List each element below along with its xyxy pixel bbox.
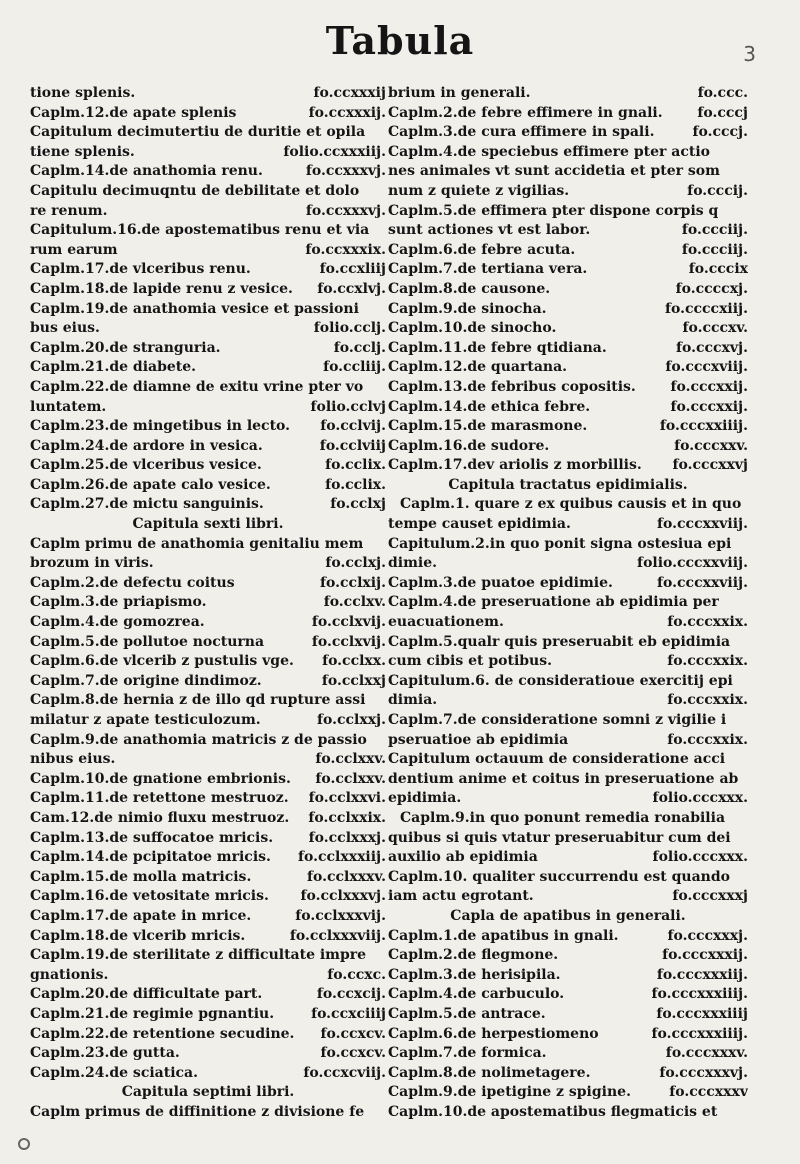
folio-reference: folio.cccxxx. bbox=[652, 790, 748, 807]
index-entry bbox=[388, 985, 748, 1005]
folio-reference: fo.cccxxix. bbox=[667, 614, 748, 631]
entry-text: Caplm.17.de apate in mrice. bbox=[30, 907, 252, 924]
entry-text: Caplm.18.de lapide renu z vesice. bbox=[30, 280, 293, 297]
entry-text: Caplm.14.de anathomia renu. bbox=[30, 163, 263, 180]
index-entry bbox=[30, 652, 386, 672]
entry-text: Caplm.2.de febre effimere in gnali. bbox=[388, 104, 663, 121]
index-entry bbox=[30, 495, 386, 515]
folio-reference: fo.cccxxv. bbox=[674, 437, 748, 454]
index-entry bbox=[30, 574, 386, 594]
index-entry bbox=[30, 633, 386, 653]
entry-text: Caplm.22.de retentione secudine. bbox=[30, 1025, 295, 1042]
folio-number: 3 bbox=[743, 42, 756, 66]
index-entry bbox=[30, 731, 386, 751]
folio-reference: fo.cclxvij. bbox=[311, 614, 386, 631]
index-entry bbox=[388, 887, 748, 907]
folio-reference: fo.ccxciiij bbox=[311, 1005, 386, 1022]
entry-text: Caplm.4.de gomozrea. bbox=[30, 614, 205, 631]
index-entry bbox=[30, 476, 386, 496]
entry-text: Caplm.10.de sinocho. bbox=[388, 320, 557, 337]
index-entry bbox=[30, 104, 386, 124]
index-entry bbox=[30, 456, 386, 476]
index-entry bbox=[30, 750, 386, 770]
entry-text: Caplm.5.de antrace. bbox=[388, 1005, 546, 1022]
entry-text: Caplm.3.de herisipila. bbox=[388, 966, 561, 983]
index-entry bbox=[388, 868, 748, 888]
index-entry bbox=[388, 554, 748, 574]
entry-text: Caplm.11.de retettone mestruoz. bbox=[30, 790, 289, 807]
entry-text: nes animales vt sunt accidetia et pter som bbox=[388, 163, 720, 180]
folio-reference: fo.cccxxix. bbox=[667, 731, 748, 748]
entry-text: Capitulu decimuqntu de debilitate et dolo bbox=[30, 182, 360, 199]
section-heading bbox=[388, 907, 748, 927]
entry-text: num z quiete z vigilias. bbox=[388, 182, 570, 199]
folio-reference: fo.cccxxxj bbox=[672, 888, 748, 905]
entry-text: Caplm.7.de formica. bbox=[388, 1045, 547, 1062]
entry-text: Caplm.24.de sciatica. bbox=[30, 1064, 198, 1081]
entry-text: Capitulum.6. de consideratioue exercitij epi bbox=[388, 672, 733, 689]
entry-text: iam actu egrotant. bbox=[388, 888, 534, 905]
entry-text: Caplm.6.de vlcerib z pustulis vge. bbox=[30, 653, 294, 670]
entry-text: Caplm.17.dev ariolis z morbillis. bbox=[388, 457, 642, 474]
index-entry bbox=[30, 162, 386, 182]
folio-reference: fo.ccxcv. bbox=[320, 1045, 386, 1062]
entry-text: tempe causet epidimia. bbox=[388, 516, 571, 533]
entry-text: Caplm.8.de nolimetagere. bbox=[388, 1064, 591, 1081]
binding-hole-mark bbox=[18, 1138, 30, 1150]
index-entry bbox=[30, 221, 386, 241]
index-entry bbox=[30, 339, 386, 359]
entry-text: Caplm.27.de mictu sanguinis. bbox=[30, 496, 264, 513]
index-entry bbox=[30, 143, 386, 163]
entry-text: Caplm.5.qualr quis preseruabit eb epidimia bbox=[388, 633, 731, 650]
index-entry bbox=[388, 495, 748, 515]
entry-text: Caplm.19.de anathomia vesice et passioni bbox=[30, 300, 359, 317]
entry-text: Capitulum.16.de apostematibus renu et via bbox=[30, 222, 370, 239]
index-entry bbox=[30, 985, 386, 1005]
index-entry bbox=[30, 829, 386, 849]
index-entry bbox=[30, 300, 386, 320]
index-entry bbox=[30, 417, 386, 437]
folio-reference: fo.cccxxix. bbox=[667, 692, 748, 709]
folio-reference: fo.cclxxix. bbox=[308, 809, 386, 826]
folio-reference: fo.ccxcviij. bbox=[303, 1064, 386, 1081]
folio-reference: fo.ccciij. bbox=[681, 241, 748, 258]
page-title: Tabula bbox=[325, 18, 475, 63]
index-entry bbox=[388, 1064, 748, 1084]
folio-reference: fo.ccxc. bbox=[327, 966, 386, 983]
index-entry bbox=[388, 1044, 748, 1064]
index-entry bbox=[388, 280, 748, 300]
index-entry bbox=[388, 848, 748, 868]
index-entry bbox=[388, 398, 748, 418]
entry-text: Caplm.1. quare z ex quibus causis et in quo bbox=[400, 496, 742, 513]
index-entry bbox=[388, 770, 748, 790]
entry-text: Caplm.7.de tertiana vera. bbox=[388, 261, 588, 278]
folio-reference: fo.ccciij. bbox=[681, 222, 748, 239]
folio-reference: fo.ccxliij bbox=[319, 261, 386, 278]
index-entry bbox=[30, 672, 386, 692]
entry-text: Caplm.21.de diabete. bbox=[30, 359, 197, 376]
index-entry bbox=[30, 848, 386, 868]
folio-reference: fo.cccxviij. bbox=[665, 359, 748, 376]
entry-text: pseruatioe ab epidimia bbox=[388, 731, 569, 748]
entry-text: Caplm.17.de vlceribus renu. bbox=[30, 261, 251, 278]
folio-reference: fo.cccxxviij. bbox=[657, 516, 748, 533]
index-entry bbox=[388, 339, 748, 359]
folio-reference: fo.cccj. bbox=[692, 124, 748, 141]
folio-reference: fo.cclix. bbox=[325, 457, 386, 474]
entry-text: Capitulum decimutertiu de duritie et opila bbox=[30, 124, 366, 141]
section-heading bbox=[30, 515, 386, 535]
index-entry bbox=[388, 535, 748, 555]
entry-text: Caplm.16.de vetositate mricis. bbox=[30, 888, 269, 905]
index-entry bbox=[30, 613, 386, 633]
entry-text: Caplm.2.de defectu coitus bbox=[30, 574, 235, 591]
folio-reference: fo.cccxxxj. bbox=[667, 927, 748, 944]
entry-text: Caplm primus de diffinitione z divisione fe bbox=[30, 1103, 365, 1120]
folio-reference: fo.cclxxxj. bbox=[308, 829, 386, 846]
entry-text: Caplm.6.de febre acuta. bbox=[388, 241, 576, 258]
entry-text: Caplm.24.de ardore in vesica. bbox=[30, 437, 263, 454]
entry-text: Caplm.12.de apate splenis bbox=[30, 104, 237, 121]
index-entry bbox=[30, 1064, 386, 1084]
entry-text: Caplm.9.de sinocha. bbox=[388, 300, 547, 317]
entry-text: Caplm.13.de febribus copositis. bbox=[388, 378, 636, 395]
entry-text: Caplm.25.de vlceribus vesice. bbox=[30, 457, 262, 474]
index-entry bbox=[388, 162, 748, 182]
index-entry bbox=[388, 358, 748, 378]
folio-reference: fo.cclxj. bbox=[325, 555, 386, 572]
index-entry bbox=[388, 123, 748, 143]
index-entry bbox=[388, 202, 748, 222]
folio-reference: fo.ccxlvj. bbox=[317, 280, 386, 297]
entry-text: epidimia. bbox=[388, 790, 462, 807]
entry-text: Caplm.9.de ipetigine z spigine. bbox=[388, 1084, 631, 1101]
index-entry bbox=[30, 280, 386, 300]
index-entry bbox=[30, 1005, 386, 1025]
entry-text: bus eius. bbox=[30, 320, 100, 337]
entry-text: Caplm.8.de causone. bbox=[388, 280, 551, 297]
entry-text: gnationis. bbox=[30, 966, 109, 983]
entry-text: Caplm.7.de consideratione somni z vigilie i bbox=[388, 712, 727, 728]
folio-reference: fo.cccxv. bbox=[682, 320, 748, 337]
folio-reference: fo.ccxcij. bbox=[316, 986, 386, 1003]
index-entry bbox=[30, 770, 386, 790]
index-entry bbox=[388, 437, 748, 457]
index-entry bbox=[388, 417, 748, 437]
folio-reference: fo.cccxxviij. bbox=[657, 574, 748, 591]
entry-text: Capitulum.2.in quo ponit signa ostesiua epi bbox=[388, 535, 732, 552]
entry-text: Capitula sexti libri. bbox=[132, 516, 284, 533]
index-entry bbox=[30, 809, 386, 829]
index-entry bbox=[30, 711, 386, 731]
folio-reference: fo.ccliij. bbox=[323, 359, 386, 376]
index-entry bbox=[388, 221, 748, 241]
index-entry bbox=[388, 1005, 748, 1025]
folio-reference: fo.cclxxj. bbox=[317, 712, 386, 728]
folio-reference: fo.cclxvij. bbox=[311, 633, 386, 650]
index-entry bbox=[30, 535, 386, 555]
folio-reference: fo.ccxxxvj. bbox=[305, 202, 386, 219]
folio-reference: fo.cccj bbox=[697, 104, 748, 121]
folio-reference: fo.cclxxxiij. bbox=[298, 849, 386, 866]
index-entry bbox=[30, 1025, 386, 1045]
index-entry bbox=[30, 554, 386, 574]
folio-reference: fo.cccxxix. bbox=[667, 653, 748, 670]
folio-reference: fo.cccix bbox=[688, 261, 748, 278]
index-entry bbox=[30, 1044, 386, 1064]
index-entry bbox=[388, 593, 748, 613]
folio-reference: fo.cclxxv. bbox=[315, 751, 386, 768]
index-entry bbox=[30, 691, 386, 711]
folio-reference: folio.cclvj bbox=[310, 398, 386, 415]
index-entry bbox=[388, 613, 748, 633]
folio-reference: fo.ccxxxix. bbox=[305, 241, 386, 258]
folio-reference: fo.cccxxxv bbox=[669, 1084, 748, 1101]
index-entry bbox=[388, 84, 748, 104]
folio-reference: fo.ccxcv. bbox=[320, 1025, 386, 1042]
entry-text: Caplm.4.de preseruatione ab epidimia per bbox=[388, 594, 719, 611]
folio-reference: fo.ccxxxij bbox=[313, 85, 386, 101]
entry-text: Caplm.9.de anathomia matricis z de passio bbox=[30, 731, 367, 748]
entry-text: brium in generali. bbox=[388, 85, 531, 101]
folio-reference: fo.cclj. bbox=[333, 339, 386, 356]
folio-reference: fo.cccxxxij. bbox=[662, 947, 748, 964]
entry-text: brozum in viris. bbox=[30, 555, 154, 572]
index-entry bbox=[388, 691, 748, 711]
index-entry bbox=[388, 750, 748, 770]
entry-text: Caplm.26.de apate calo vesice. bbox=[30, 476, 271, 493]
folio-reference: fo.cccxxxiiij. bbox=[651, 986, 748, 1003]
section-heading bbox=[30, 1083, 386, 1103]
index-entry bbox=[388, 789, 748, 809]
index-entry bbox=[30, 789, 386, 809]
folio-reference: folio.cccxxx. bbox=[652, 849, 748, 866]
index-entry bbox=[388, 927, 748, 947]
folio-reference: fo.cccxxxiiij bbox=[656, 1005, 748, 1022]
entry-text: dentium anime et coitus in preseruatione ab bbox=[388, 770, 739, 787]
entry-text: sunt actiones vt est labor. bbox=[388, 222, 591, 239]
entry-text: Caplm.8.de hernia z de illo qd rupture assi bbox=[30, 692, 366, 709]
index-entry bbox=[30, 907, 386, 927]
entry-text: Caplm.10.de gnatione embrionis. bbox=[30, 770, 291, 787]
index-entry bbox=[388, 378, 748, 398]
entry-text: Capla de apatibus in generali. bbox=[450, 907, 686, 924]
folio-reference: fo.cclvij. bbox=[320, 418, 386, 435]
index-entry bbox=[388, 946, 748, 966]
folio-reference: fo.ccxxxvj. bbox=[305, 163, 386, 180]
folio-reference: fo.cccxxij. bbox=[670, 378, 748, 395]
entry-text: Caplm.16.de sudore. bbox=[388, 437, 550, 454]
index-entry bbox=[388, 652, 748, 672]
index-entry bbox=[388, 143, 748, 163]
entry-text: Caplm.6.de herpestiomeno bbox=[388, 1025, 599, 1042]
entry-text: Caplm.20.de stranguria. bbox=[30, 339, 221, 356]
index-entry bbox=[388, 182, 748, 202]
entry-text: Caplm.15.de marasmone. bbox=[388, 418, 588, 435]
entry-text: cum cibis et potibus. bbox=[388, 653, 552, 670]
entry-text: euacuationem. bbox=[388, 614, 504, 631]
entry-text: auxilio ab epidimia bbox=[388, 849, 538, 866]
entry-text: Caplm.10. qualiter succurrendu est quando bbox=[388, 868, 730, 885]
folio-reference: folio.cccxxviij. bbox=[637, 555, 748, 572]
index-entry bbox=[30, 398, 386, 418]
folio-reference: fo.ccxxxij. bbox=[308, 104, 386, 121]
folio-reference: fo.cccxxxvj. bbox=[659, 1064, 748, 1081]
entry-text: tione splenis. bbox=[30, 85, 136, 101]
folio-reference: fo.cccxxvj bbox=[672, 457, 748, 474]
entry-text: Caplm.23.de gutta. bbox=[30, 1045, 180, 1062]
index-entry bbox=[388, 456, 748, 476]
index-entry bbox=[388, 574, 748, 594]
entry-text: Caplm.14.de pcipitatoe mricis. bbox=[30, 849, 271, 866]
entry-text: dimia. bbox=[388, 692, 438, 709]
folio-reference: fo.cclix. bbox=[325, 476, 386, 493]
entry-text: Capitula tractatus epidimialis. bbox=[448, 476, 688, 493]
entry-text: Caplm.20.de difficultate part. bbox=[30, 986, 263, 1003]
entry-text: Caplm.7.de origine dindimoz. bbox=[30, 672, 262, 689]
index-entry bbox=[30, 123, 386, 143]
index-entry bbox=[388, 1083, 748, 1103]
folio-reference: folio.cclj. bbox=[313, 320, 386, 337]
entry-text: Caplm.4.de carbuculo. bbox=[388, 986, 565, 1003]
left-column bbox=[30, 84, 386, 1122]
entry-text: Caplm.13.de suffocatoe mricis. bbox=[30, 829, 274, 846]
entry-text: Cam.12.de nimio fluxu mestruoz. bbox=[30, 809, 290, 826]
index-entry bbox=[30, 946, 386, 966]
index-entry bbox=[30, 202, 386, 222]
folio-reference: fo.cccxxiiij. bbox=[659, 418, 748, 435]
index-entry bbox=[388, 672, 748, 692]
index-entry bbox=[388, 711, 748, 731]
entry-text: Caplm.18.de vlcerib mricis. bbox=[30, 927, 246, 944]
entry-text: Caplm.14.de ethica febre. bbox=[388, 398, 591, 415]
entry-text: milatur z apate testiculozum. bbox=[30, 712, 261, 728]
folio-reference: fo.cccij. bbox=[687, 182, 748, 199]
entry-text: Caplm.5.de pollutoe nocturna bbox=[30, 633, 265, 650]
index-entry bbox=[388, 633, 748, 653]
index-entry bbox=[388, 829, 748, 849]
folio-reference: fo.cclxx. bbox=[322, 653, 386, 670]
entry-text: rum earum bbox=[30, 241, 118, 258]
folio-reference: fo.cclxxvi. bbox=[308, 790, 386, 807]
entry-text: Caplm.23.de mingetibus in lecto. bbox=[30, 418, 291, 435]
index-entry bbox=[388, 966, 748, 986]
entry-text: Caplm.3.de cura effimere in spali. bbox=[388, 124, 655, 141]
entry-text: Caplm.11.de febre qtidiana. bbox=[388, 339, 607, 356]
index-entry bbox=[30, 966, 386, 986]
entry-text: Caplm.3.de puatoe epidimie. bbox=[388, 574, 613, 591]
index-entry bbox=[30, 241, 386, 261]
entry-text: Caplm.10.de apostematibus flegmaticis et bbox=[388, 1103, 718, 1120]
index-entry bbox=[388, 1103, 748, 1123]
folio-reference: fo.cccxxxiiij. bbox=[651, 1025, 748, 1042]
index-entry bbox=[388, 104, 748, 124]
index-entry bbox=[388, 1025, 748, 1045]
folio-reference: fo.cclxxj bbox=[321, 672, 386, 689]
index-entry bbox=[30, 927, 386, 947]
entry-text: Caplm.21.de regimie pgnantiu. bbox=[30, 1005, 275, 1022]
index-entry bbox=[30, 378, 386, 398]
entry-text: Caplm.12.de quartana. bbox=[388, 359, 568, 376]
index-entry bbox=[388, 515, 748, 535]
folio-reference: fo.cclxj bbox=[330, 496, 386, 513]
section-heading bbox=[388, 476, 748, 496]
index-entry bbox=[388, 809, 748, 829]
entry-text: Caplm.4.de speciebus effimere pter actio bbox=[388, 143, 710, 160]
index-entry bbox=[388, 300, 748, 320]
entry-text: Capitulum octauum de consideratione acci bbox=[388, 751, 726, 768]
folio-reference: fo.ccccxj. bbox=[675, 280, 748, 297]
entry-text: nibus eius. bbox=[30, 751, 116, 768]
folio-reference: fo.cccxxxv. bbox=[665, 1045, 748, 1062]
entry-text: tiene splenis. bbox=[30, 143, 135, 160]
index-entry bbox=[30, 1103, 386, 1123]
index-entry bbox=[30, 260, 386, 280]
folio-reference: fo.cccxxxiij. bbox=[656, 966, 748, 983]
index-entry bbox=[388, 241, 748, 261]
entry-text: Caplm.15.de molla matricis. bbox=[30, 868, 252, 885]
index-entry bbox=[30, 868, 386, 888]
entry-text: Caplm.19.de sterilitate z difficultate impre bbox=[30, 947, 367, 964]
index-entry bbox=[388, 319, 748, 339]
entry-text: Caplm.2.de flegmone. bbox=[388, 947, 559, 964]
folio-reference: fo.cclxxxv. bbox=[307, 868, 386, 885]
index-entry bbox=[388, 731, 748, 751]
index-entry bbox=[30, 358, 386, 378]
index-entry bbox=[30, 887, 386, 907]
folio-reference: fo.cclxxv. bbox=[315, 770, 386, 787]
entry-text: luntatem. bbox=[30, 398, 107, 415]
entry-text: re renum. bbox=[30, 202, 108, 219]
index-entry bbox=[30, 84, 386, 104]
index-entry bbox=[30, 437, 386, 457]
folio-reference: fo.cccxxij. bbox=[670, 398, 748, 415]
entry-text: Caplm.9.in quo ponunt remedia ronabilia bbox=[400, 809, 726, 826]
folio-reference: fo.cclviij bbox=[319, 437, 386, 454]
entry-text: dimie. bbox=[388, 555, 438, 572]
folio-reference: fo.cclxxxviij. bbox=[289, 927, 386, 944]
entry-text: Caplm.1.de apatibus in gnali. bbox=[388, 927, 619, 944]
folio-reference: fo.cclxij. bbox=[320, 574, 386, 591]
entry-text: Capitula septimi libri. bbox=[121, 1084, 295, 1101]
entry-text: Caplm.3.de priapismo. bbox=[30, 594, 207, 611]
index-entry bbox=[30, 593, 386, 613]
right-column bbox=[388, 84, 748, 1122]
folio-reference: fo.cclxxxvj. bbox=[300, 888, 386, 905]
entry-text: Caplm.5.de effimera pter dispone corpis q bbox=[388, 202, 719, 219]
folio-reference: fo.cccxvj. bbox=[676, 339, 748, 356]
entry-text: Caplm.22.de diamne de exitu vrine pter vo bbox=[30, 378, 364, 395]
folio-reference: fo.ccc. bbox=[697, 85, 748, 101]
folio-reference: fo.ccccxiij. bbox=[664, 300, 748, 317]
entry-text: quibus si quis vtatur preseruabitur cum dei bbox=[388, 829, 731, 846]
folio-reference: fo.cclxxxvij. bbox=[295, 907, 386, 924]
index-entry bbox=[30, 319, 386, 339]
entry-text: Caplm primu de anathomia genitaliu mem bbox=[30, 535, 364, 552]
folio-reference: fo.cclxv. bbox=[323, 594, 386, 611]
index-entry bbox=[388, 260, 748, 280]
folio-reference: folio.ccxxxiij. bbox=[283, 143, 386, 160]
index-entry bbox=[30, 182, 386, 202]
